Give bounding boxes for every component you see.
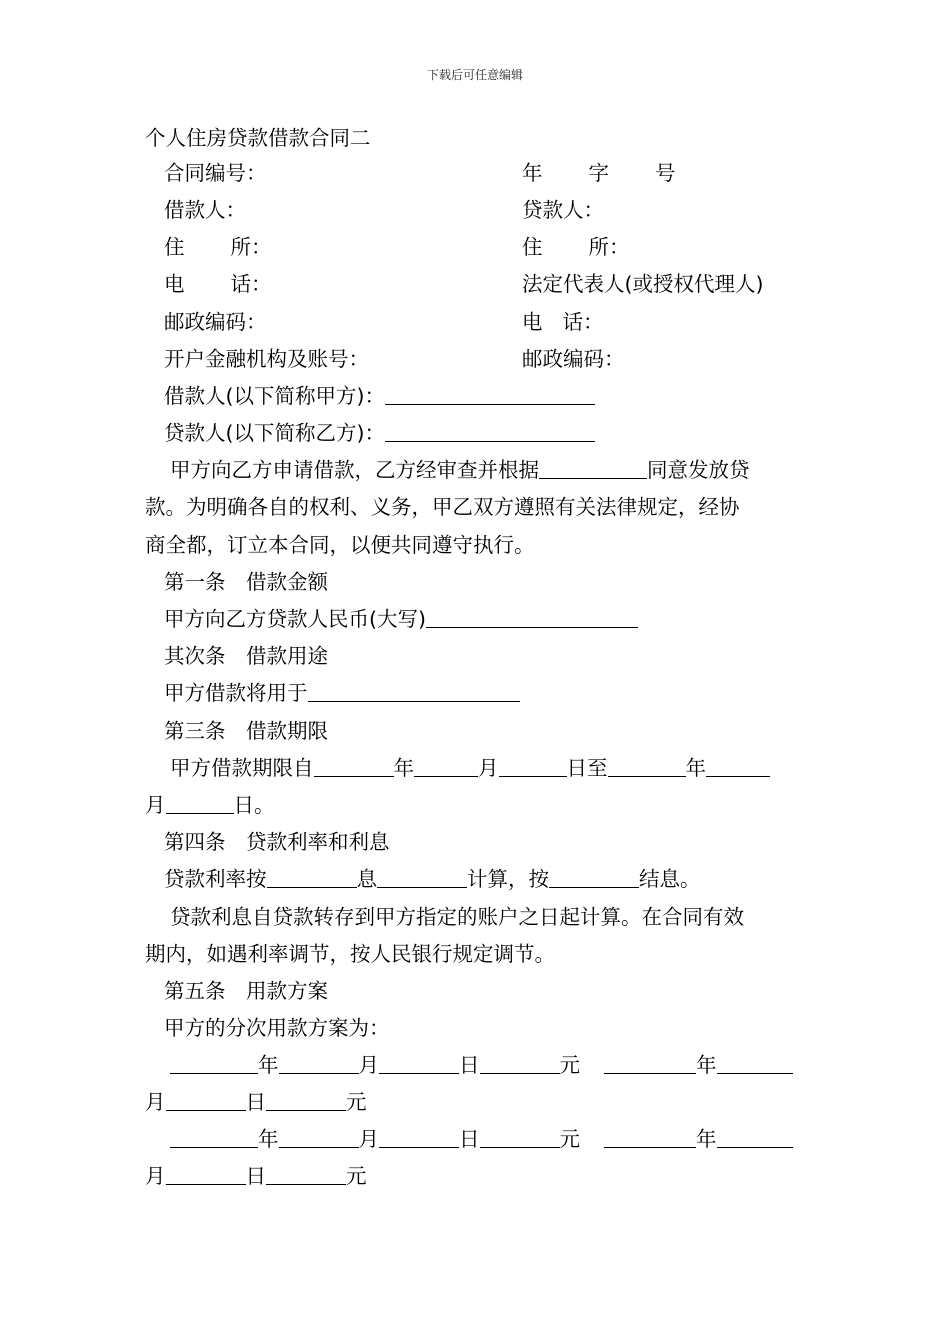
schedule-blank[interactable] [266,1092,346,1111]
schedule-blank[interactable] [717,1055,793,1074]
party-a-blank[interactable] [385,386,595,405]
lender-label: 贷款人： [522,198,604,222]
schedule-blank[interactable] [480,1129,560,1148]
end-month-blank[interactable] [706,758,770,777]
schedule-blank[interactable] [166,1092,246,1111]
start-year-blank[interactable] [314,758,394,777]
loan-purpose-blank[interactable] [308,683,520,702]
schedule-blank[interactable] [480,1055,560,1074]
article-3-title: 第三条 借款期限 [164,719,328,743]
schedule-blank[interactable] [604,1055,696,1074]
start-day-blank[interactable] [499,758,567,777]
article-2-title: 其次条 借款用途 [164,644,328,668]
schedule-blank[interactable] [279,1055,359,1074]
borrower-postcode-label: 邮政编码： [164,310,267,334]
loan-amount-blank[interactable] [426,609,638,628]
article-3-line-2: 月 日。 [145,793,275,817]
lender-address-label: 住 所： [522,235,630,259]
intro-basis-blank[interactable] [539,460,647,479]
schedule-blank[interactable] [379,1129,459,1148]
contract-number-label: 合同编号： [164,161,267,185]
article-4-para-line-2: 期内，如遇利率调节，按人民银行规定调节。 [145,942,555,966]
start-month-blank[interactable] [414,758,478,777]
article-1-title: 第一条 借款金额 [164,570,328,594]
schedule-blank[interactable] [604,1129,696,1148]
borrower-phone-label: 电 话： [164,272,272,296]
schedule-blank[interactable] [266,1166,346,1185]
article-4-title: 第四条 贷款利率和利息 [164,830,390,854]
article-5-title: 第五条 用款方案 [164,979,328,1003]
intro-line-1: 甲方向乙方申请借款，乙方经审查并根据 同意发放贷 [170,458,750,482]
intro-line-3: 商全都，订立本合同，以便共同遵守执行。 [145,533,535,557]
legal-representative-label: 法定代表人(或授权代理人) [522,272,764,296]
document-title: 个人住房贷款借款合同二 [145,126,371,150]
rate-calc-blank[interactable] [377,869,467,888]
party-b-definition: 贷款人(以下简称乙方)： [164,421,595,445]
intro-line-2: 款。为明确各自的权利、义务，甲乙双方遵照有关法律规定，经协 [145,495,740,519]
schedule-row-1a: 年 月 日 元 年 [170,1053,793,1077]
article-1-text: 甲方向乙方贷款人民币(大写) [164,607,638,631]
schedule-blank[interactable] [170,1129,258,1148]
schedule-blank[interactable] [379,1055,459,1074]
settlement-blank[interactable] [549,869,639,888]
article-2-text: 甲方借款将用于 [164,681,520,705]
schedule-blank[interactable] [166,1166,246,1185]
bank-account-label: 开户金融机构及账号： [164,347,369,371]
article-5-text: 甲方的分次用款方案为： [164,1016,390,1040]
borrower-label: 借款人： [164,198,246,222]
schedule-row-2a: 年 月 日 元 年 [170,1127,793,1151]
end-year-blank[interactable] [608,758,686,777]
schedule-blank[interactable] [717,1129,793,1148]
party-b-blank[interactable] [385,423,595,442]
rate-basis-blank[interactable] [267,869,357,888]
borrower-address-label: 住 所： [164,235,272,259]
schedule-row-1b: 月 日 元 [145,1090,367,1114]
article-3-line-1: 甲方借款期限自 年 月 日至 年 [170,756,770,780]
schedule-row-2b: 月 日 元 [145,1164,367,1188]
contract-number-suffix: 年 字 号 [522,161,676,185]
schedule-blank[interactable] [279,1129,359,1148]
party-a-definition: 借款人(以下简称甲方)： [164,384,595,408]
article-4-rate-line: 贷款利率按 息 计算，按 结息。 [164,867,701,891]
lender-postcode-label: 邮政编码： [522,347,625,371]
page-header-note: 下载后可任意编辑 [426,68,523,82]
schedule-blank[interactable] [170,1055,258,1074]
end-day-blank[interactable] [166,795,234,814]
article-4-para-line-1: 贷款利息自贷款转存到甲方指定的账户之日起计算。在合同有效 [170,905,744,929]
lender-phone-label: 电 话： [522,310,604,334]
